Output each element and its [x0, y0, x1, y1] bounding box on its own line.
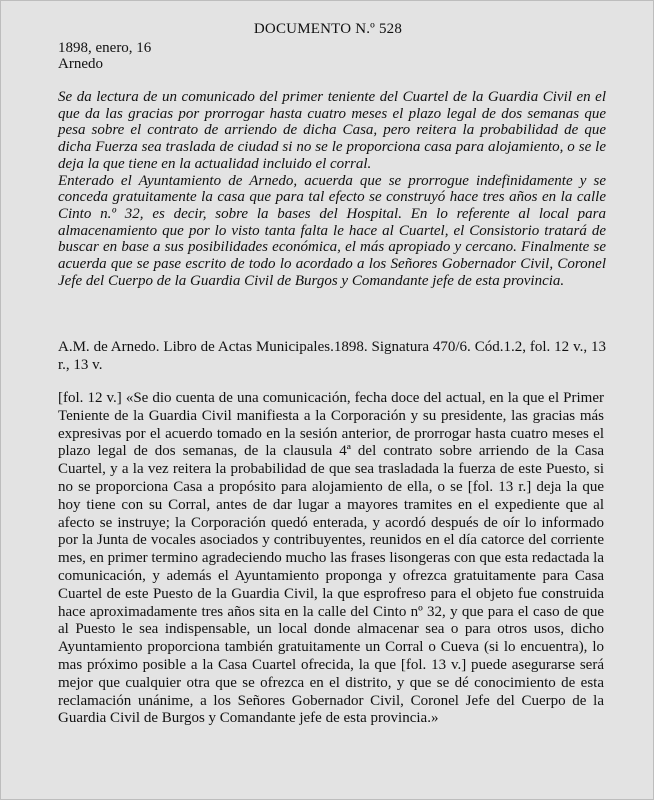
transcription-text: [fol. 12 v.] «Se dio cuenta de una comunicación, fecha doce del actual, en la que el Primer Teniente de la Guardia Civil manifiesta a la Corporación y su presidente, las gracias más expresivas por el acuerdo tomado en la sesión anterior, de prorrogar hasta cuatro meses el plazo legal de dos semanas, de la clausula 4ª del contrato sobre arriendo de la Casa Cuartel, y a la vez reitera la probabilidad de que sea trasladada la fuerza de este Puesto, si no se proporciona Casa a propósito para alojamiento de ella, o se [fol. 13 r.] deja la que hoy tiene con su Corral, antes de dar lugar a mayores tramites en el expediente que al afecto se instruye; la Corporación quedó enterada, y acordó después de oír lo informado por la Junta de vocales asociados y contribuyentes, reunidos en el día catorce del corriente mes, en primer termino agradeciendo mucho las frases lisongeras con que esta redactada la comunicación, y además el Ayuntamiento proponga y ofrezca gratuitamente para Casa Cuartel de este Puesto de la Guardia Civil, la que esprofreso para el objeto fue construida hace aproximadamente tres años sita en la calle del Cinto nº 32, y que para el caso de que al Puesto le sea indispensable, un local donde almacenar sea o para otros usos, dicho Ayuntamiento proporciona también gratuitamente un Corral o Cueva (si lo encuentra), lo mas próximo posible a la Casa Cuartel ofrecida, la que [fol. 13 v.] puede asegurarse será mejor que cualquier otra que se ofrezca en el distrito, y que se dé conocimiento de esta reclamación unánime, a los Señores Gobernador Civil, Coronel Jefe del Cuerpo de la Guardia Civil de Burgos y Comandante jefe de esta provincia.» [58, 390, 604, 727]
document-date: 1898, enero, 16 [58, 40, 152, 56]
summary-paragraph-1: Se da lectura de un comunicado del primer teniente del Cuartel de la Guardia Civil en el que da las gracias por prorrogar hasta cuatro meses el plazo legal de dos semanas que pesa sobre el contrato de arriendo de dicha Casa, pero reitera la probabilidad de que dicha Fuerza sea traslada de ciudad si no se le proporciona casa para alojamiento, o se le deja la que tiene en la actualidad incluido el corral. [58, 89, 606, 172]
document-place: Arnedo [58, 56, 103, 72]
summary-paragraph-2: Enterado el Ayuntamiento de Arnedo, acuerda que se prorrogue indefinidamente y se conceda gratuitamente la casa que para tal efecto se construyó hace tres años en la calle Cinto n.º 32, es decir, sobre la bases del Hospital. En lo referente al local para almacenamiento que por lo visto tanta falta le hace al Cuartel, el Consistorio tratará de buscar en base a sus posibilidades económica, el más apropiado y cercano. Finalmente se acuerda que se pase escrito de todo lo acordado a los Señores Gobernador Civil, Coronel Jefe del Cuerpo de la Guardia Civil de Burgos y Comandante jefe de esta provincia. [58, 172, 606, 289]
document-summary [58, 89, 606, 289]
document-title: DOCUMENTO N.º 528 [253, 21, 403, 37]
archival-source: A.M. de Arnedo. Libro de Actas Municipales.1898. Signatura 470/6. Cód.1.2, fol. 12 v., 13 r., 13 v. [58, 339, 606, 373]
